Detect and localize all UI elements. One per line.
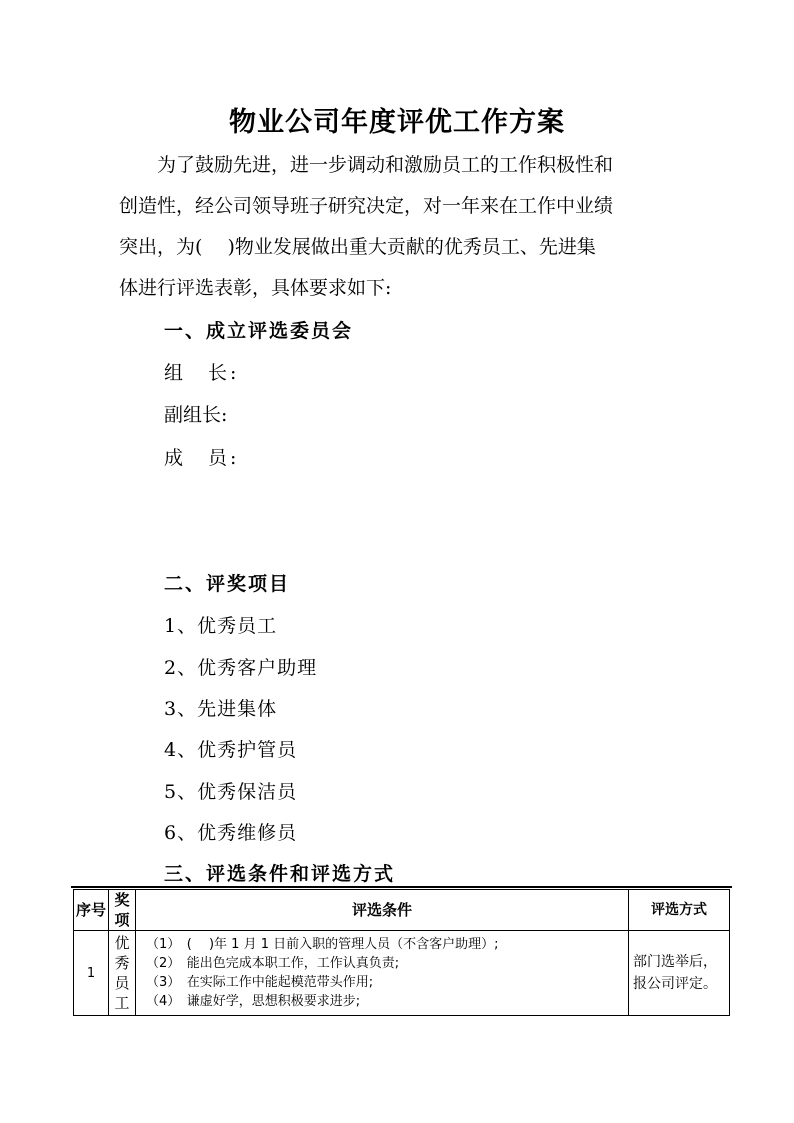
award-item: 1、优秀员工 (164, 615, 278, 637)
cell-no: 1 (74, 931, 109, 1016)
intro-line: 创造性，经公司领导班子研究决定，对一年来在工作中业绩 (119, 195, 614, 217)
intro-line: 突出，为( )物业发展做出重大贡献的优秀员工、先进集 (119, 236, 596, 258)
table-header-row (74, 890, 730, 931)
table-row (74, 931, 730, 1016)
condition-line: （1） ( )年 1 月 1 日前入职的管理人员（不含客户助理）; (146, 937, 499, 952)
condition-line: （3） 在实际工作中能起模范带头作用; (146, 975, 374, 990)
table-top-rule (71, 886, 732, 888)
criteria-table (73, 889, 730, 1016)
header-conditions: 评选条件 (136, 890, 629, 931)
award-item: 2、优秀客户助理 (164, 657, 318, 679)
member-deputy-leader: 副组长: (164, 404, 228, 426)
intro-paragraph (119, 145, 679, 309)
award-item: 5、优秀保洁员 (164, 781, 298, 803)
intro-line: 体进行评选表彰，具体要求如下: (119, 277, 392, 299)
header-award: 奖项 (109, 890, 136, 931)
header-no: 序号 (74, 890, 109, 931)
cell-method: 部门选举后，报公司评定。 (629, 931, 730, 1016)
condition-line: （2） 能出色完成本职工作，工作认真负责; (146, 956, 400, 971)
header-method: 评选方式 (629, 890, 730, 931)
award-item: 6、优秀维修员 (164, 822, 298, 844)
condition-line: （4） 谦虚好学，思想积极要求进步; (146, 994, 361, 1009)
award-item: 4、优秀护管员 (164, 739, 298, 761)
member-members: 成 员: (164, 447, 240, 469)
member-leader: 组 长: (164, 362, 240, 384)
section-heading-awards: 二、评奖项目 (164, 573, 291, 595)
section-heading-committee: 一、成立评选委员会 (164, 320, 354, 342)
section-heading-criteria: 三、评选条件和评选方式 (164, 863, 396, 885)
cell-award: 优秀员工 (109, 931, 136, 1016)
award-item: 3、先进集体 (164, 698, 278, 720)
page-title: 物业公司年度评优工作方案 (229, 107, 565, 138)
cell-conditions (136, 931, 629, 1016)
intro-line: 为了鼓励先进，进一步调动和激励员工的工作积极性和 (157, 154, 614, 176)
